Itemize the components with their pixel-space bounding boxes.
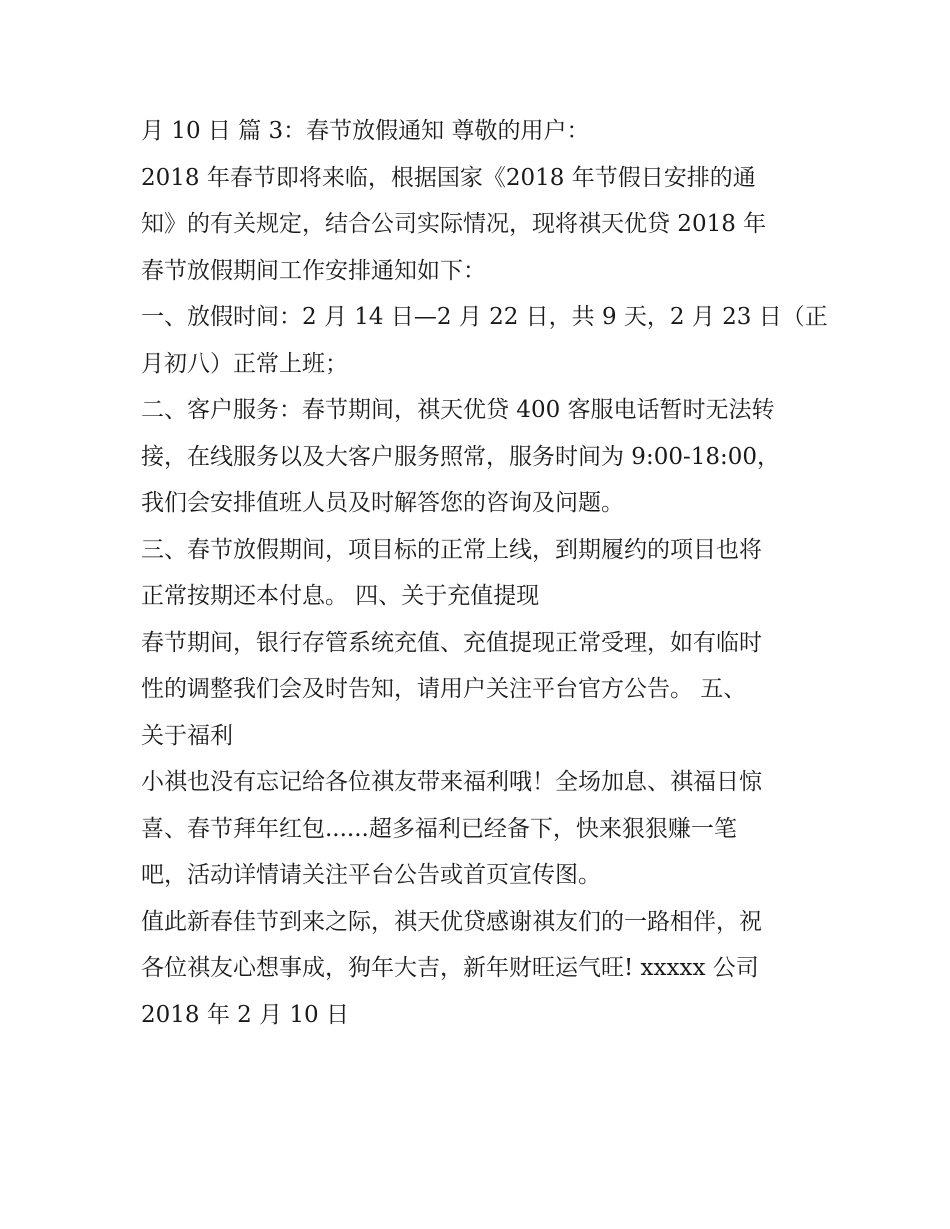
text-line: 吧，活动详情请关注平台公告或首页宣传图。	[141, 862, 601, 888]
text-line: 正常按期还本付息。 四、关于充值提现	[141, 583, 540, 609]
text-line: 春节期间，银行存管系统充值、充值提现正常受理，如有临时	[141, 629, 762, 656]
text-line: 值此新春佳节到来之际，祺天优贷感谢祺友们的一路相伴，祝	[141, 908, 762, 935]
text-line: 二、客户服务：春节期间，祺天优贷 400 客服电话暂时无法转	[141, 397, 775, 423]
text-line: 我们会安排值班人员及时解答您的咨询及问题。	[141, 490, 624, 516]
text-line: 月 10 日 篇 3：春节放假通知 尊敬的用户：	[141, 118, 590, 144]
text-line: 三、春节放假期间，项目标的正常上线，到期履约的项目也将	[141, 536, 762, 563]
text-line: 关于福利	[141, 722, 233, 749]
text-line: 小祺也没有忘记给各位祺友带来福利哦！全场加息、祺福日惊	[141, 769, 762, 795]
text-line: 春节放假期间工作安排通知如下：	[141, 257, 486, 284]
text-line: 知》的有关规定，结合公司实际情况，现将祺天优贷 2018 年	[141, 211, 767, 237]
text-line: 2018 年 2 月 10 日	[141, 1001, 349, 1028]
text-line: 各位祺友心想事成，狗年大吉，新年财旺运气旺! xxxxx 公司	[141, 955, 759, 981]
text-line: 2018 年春节即将来临，根据国家《2018 年节假日安排的通	[141, 164, 756, 191]
text-line: 接，在线服务以及大客户服务照常，服务时间为 9:00-18:00，	[141, 443, 781, 470]
document-body	[141, 108, 828, 1038]
text-line: 一、放假时间：2 月 14 日—2 月 22 日，共 9 天，2 月 23 日（正	[141, 304, 828, 330]
text-line: 喜、春节拜年红包......超多福利已经备下，快来狠狠赚一笔	[141, 815, 737, 842]
text-line: 性的调整我们会及时告知，请用户关注平台官方公告。 五、	[141, 676, 747, 702]
text-line: 月初八）正常上班；	[141, 350, 348, 377]
